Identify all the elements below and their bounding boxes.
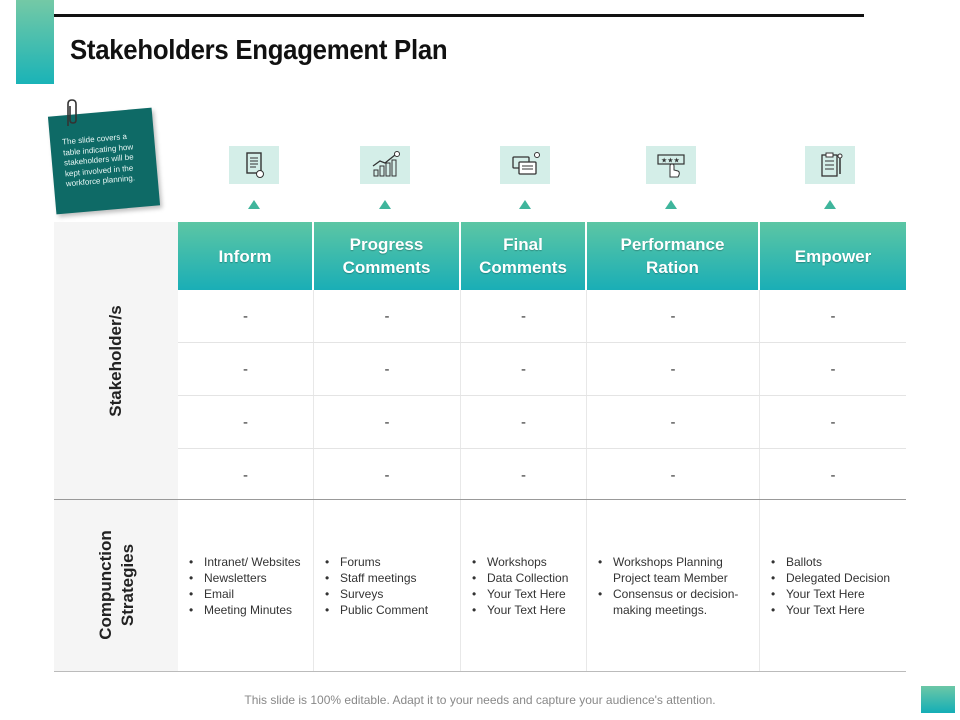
table-cell: - [830,307,836,325]
clipboard-icon [805,146,855,184]
table-cell: - [830,466,836,484]
stakeholder-grid [178,290,906,501]
paperclip-icon [64,98,78,128]
table-cell: - [314,343,461,395]
table-cell: - [587,290,760,342]
list-item: • Data Collection [469,570,568,586]
table-cell: - [178,290,314,342]
list-item: • Delegated Decision [768,570,890,586]
list-item: • Your Text Here [469,586,568,602]
list-item: • Public Comment [322,602,428,618]
column-header: Performance Ration [587,222,760,290]
pointer-triangle [519,200,531,209]
strategy-cell [587,500,760,671]
table-row [178,290,906,343]
footer-text: This slide is 100% editable. Adapt it to your needs and capture your audience's attention. [244,693,716,707]
table-cell: - [178,449,314,501]
strategy-list [322,554,428,618]
strategies-label-text: Compunction Strategies [96,530,137,640]
note-text: The slide covers a table indicating how stakeholders will be kept involved in the workforce planning. [61,131,136,189]
strategy-list [186,554,301,618]
accent-bar [16,0,54,84]
table-row [178,449,906,501]
table-cell: - [314,396,461,448]
table-cell: - [830,413,836,431]
list-item: • Intranet/ Websites [186,554,301,570]
list-item: • Consensus or decision-making meetings. [595,586,743,618]
document-icon [229,146,279,184]
growth-chart-icon [360,146,410,184]
pointer-triangle [665,200,677,209]
list-item: • Email [186,586,301,602]
corner-accent [921,686,955,713]
list-item: • Workshops Planning Project team Member [595,554,743,586]
list-item: • Staff meetings [322,570,428,586]
list-item: • Newsletters [186,570,301,586]
table-cell: - [587,343,760,395]
chat-bubbles-icon [500,146,550,184]
table-cell: - [314,449,461,501]
table-row [178,396,906,449]
column-header: Inform [178,222,314,290]
table-cell: - [461,396,587,448]
strategy-cell [760,500,906,671]
list-item: • Workshops [469,554,568,570]
pointer-triangle [824,200,836,209]
table-cell: - [587,449,760,501]
strategy-list [595,554,743,618]
strategies-label [95,503,139,667]
top-rule [54,14,864,17]
list-item: • Ballots [768,554,890,570]
strategy-list [469,554,568,618]
svg-text:★★★: ★★★ [661,156,680,165]
strategy-cell [314,500,461,671]
table-cell: - [587,396,760,448]
column-header: Progress Comments [314,222,461,290]
table-header [178,222,906,290]
table-cell: - [178,343,314,395]
strategy-cell [461,500,587,671]
table-cell: - [461,449,587,501]
stakeholders-label: Stakeholder/s [106,305,125,417]
strategy-list [768,554,890,618]
page-title: Stakeholders Engagement Plan [70,34,448,65]
list-item: • Meeting Minutes [186,602,301,618]
table-cell: - [178,396,314,448]
table-cell: - [830,360,836,378]
pointer-triangle [248,200,260,209]
list-item: • Your Text Here [469,602,568,618]
column-header: Final Comments [461,222,587,290]
list-item: • Surveys [322,586,428,602]
table-cell: - [461,290,587,342]
table-cell: - [461,343,587,395]
list-item: • Your Text Here [768,586,890,602]
list-item: • Your Text Here [768,602,890,618]
column-header: Empower [794,246,872,266]
table-cell: - [314,290,461,342]
table-row [178,343,906,396]
list-item: • Forums [322,554,428,570]
strategies-row [178,500,906,671]
table-bottom-rule [54,671,906,672]
rating-hand-icon [646,146,696,184]
strategy-cell [178,500,314,671]
pointer-triangle [379,200,391,209]
